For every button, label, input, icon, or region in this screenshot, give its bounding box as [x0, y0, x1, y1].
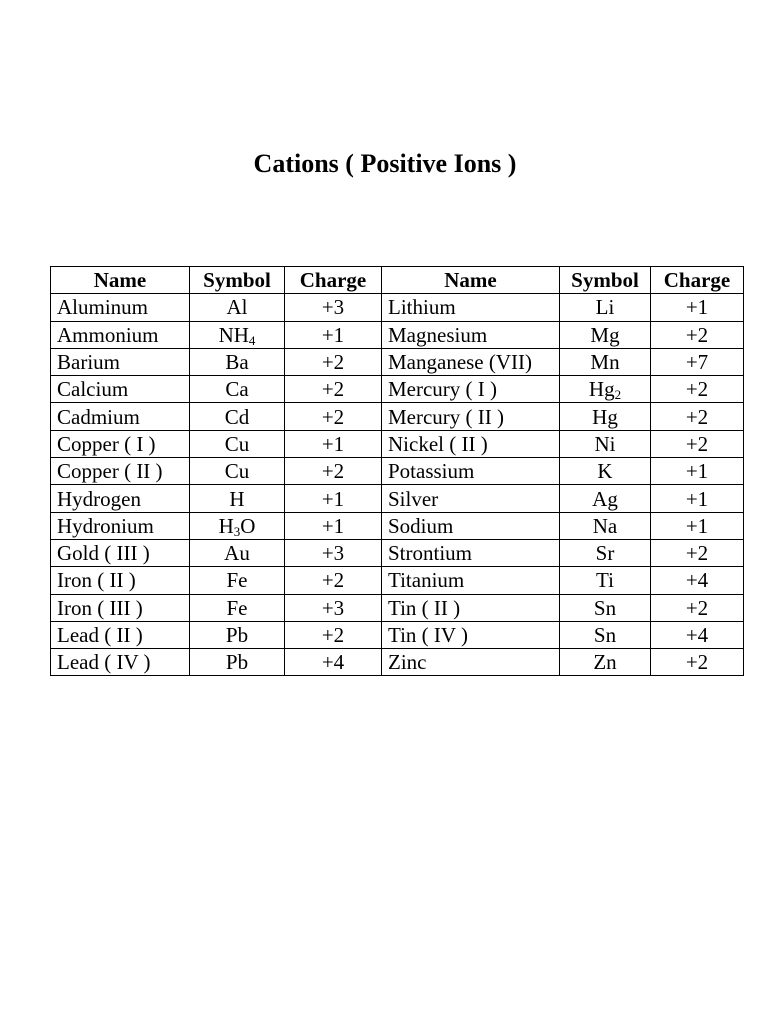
ion-symbol-cell: [560, 430, 651, 457]
ion-name-cell: Silver: [382, 485, 560, 512]
ion-symbol: NH: [218, 322, 249, 347]
ion-name-cell: Strontium: [382, 539, 560, 566]
ion-symbol-cell: [560, 512, 651, 539]
table-row: [51, 594, 744, 621]
ion-symbol: Zn: [593, 650, 617, 675]
ion-symbol-cell: [560, 376, 651, 403]
ion-symbol: Ca: [225, 377, 249, 402]
ion-name-cell: Tin ( IV ): [382, 621, 560, 648]
ion-name-cell: Barium: [51, 348, 190, 375]
ion-symbol: Sr: [595, 541, 615, 566]
header-charge-left: Charge: [285, 267, 382, 294]
ion-symbol-cell: [560, 567, 651, 594]
ion-symbol-cell: [190, 321, 285, 348]
ion-charge-cell: +2: [285, 348, 382, 375]
table-row: [51, 430, 744, 457]
table-row: [51, 512, 744, 539]
ion-name-cell: Mercury ( II ): [382, 403, 560, 430]
ion-charge-cell: +2: [285, 376, 382, 403]
table-row: [51, 294, 744, 321]
table-row: [51, 348, 744, 375]
ion-symbol: Fe: [226, 568, 248, 593]
ion-charge-cell: +2: [651, 649, 744, 676]
ion-symbol-cell: [560, 594, 651, 621]
ion-charge-cell: +3: [285, 539, 382, 566]
ion-name-cell: Mercury ( I ): [382, 376, 560, 403]
ion-symbol: Ag: [592, 486, 618, 511]
ion-symbol: Ni: [594, 431, 616, 456]
ion-charge-cell: +2: [285, 458, 382, 485]
ion-charge-cell: +2: [285, 403, 382, 430]
ion-symbol-cell: [190, 567, 285, 594]
ion-name-cell: Hydronium: [51, 512, 190, 539]
ion-charge-cell: +2: [285, 621, 382, 648]
ion-symbol: H: [229, 486, 245, 511]
ion-charge-cell: +1: [285, 321, 382, 348]
ion-symbol: Li: [595, 295, 615, 320]
ion-charge-cell: +1: [651, 458, 744, 485]
ion-symbol: Ba: [225, 350, 249, 375]
ion-name-cell: Copper ( II ): [51, 458, 190, 485]
ion-name-cell: Lithium: [382, 294, 560, 321]
ion-charge-cell: +1: [651, 294, 744, 321]
ion-symbol: Pb: [225, 623, 249, 647]
ion-symbol-cell: [190, 594, 285, 621]
ion-symbol: Pb: [225, 650, 249, 675]
ion-symbol: Cu: [224, 431, 250, 456]
ion-charge-cell: +3: [285, 294, 382, 321]
table-row: [51, 458, 744, 485]
ion-symbol-cell: [190, 512, 285, 539]
ion-symbol-cell: [560, 621, 651, 648]
table-row: [51, 485, 744, 512]
ion-symbol-cell: [560, 539, 651, 566]
ion-symbol-subscript: 3: [233, 523, 241, 539]
ion-symbol: Cd: [224, 404, 250, 429]
ion-symbol: Hg: [592, 404, 618, 429]
ion-charge-cell: +2: [651, 321, 744, 348]
ion-charge-cell: +1: [285, 430, 382, 457]
header-name-right: Name: [382, 267, 560, 294]
ion-symbol: Na: [592, 513, 618, 538]
ion-symbol-cell: [190, 485, 285, 512]
ion-name-cell: Lead ( IV ): [51, 649, 190, 676]
table-row: [51, 403, 744, 430]
ion-symbol-cell: [560, 485, 651, 512]
ion-name-cell: Cadmium: [51, 403, 190, 430]
table-header-row: [51, 267, 744, 294]
ion-charge-cell: +1: [285, 512, 382, 539]
ion-name-cell: Magnesium: [382, 321, 560, 348]
ion-name-cell: Zinc: [382, 649, 560, 676]
header-charge-right: Charge: [651, 267, 744, 294]
ion-symbol-cell: [190, 649, 285, 676]
ion-name-cell: Copper ( I ): [51, 430, 190, 457]
ion-charge-cell: +1: [651, 512, 744, 539]
table-body: [51, 294, 744, 676]
ion-symbol-cell: [190, 294, 285, 321]
ion-symbol-cell: [560, 294, 651, 321]
ion-symbol: K: [597, 459, 613, 484]
table-row: [51, 539, 744, 566]
ion-symbol-cell: [190, 348, 285, 375]
ion-symbol-cell: [560, 321, 651, 348]
table-row: [51, 649, 744, 676]
ion-name-cell: Iron ( III ): [51, 594, 190, 621]
header-symbol-right: Symbol: [560, 267, 651, 294]
ion-symbol: H: [218, 513, 234, 538]
ion-symbol-cell: [560, 403, 651, 430]
table-row: [51, 321, 744, 348]
ion-charge-cell: +2: [651, 594, 744, 621]
ion-symbol: Hg: [588, 377, 615, 402]
ion-charge-cell: +2: [651, 403, 744, 430]
header-name-left: Name: [51, 267, 190, 294]
ion-name-cell: Calcium: [51, 376, 190, 403]
ion-symbol-cell: [190, 539, 285, 566]
ion-symbol-subscript: 2: [614, 387, 622, 403]
ion-name-cell: Manganese (VII): [382, 348, 560, 375]
ion-symbol-cell: [560, 649, 651, 676]
ion-symbol: Al: [226, 295, 248, 320]
ion-symbol: Ti: [596, 568, 614, 593]
ion-name-cell: Ammonium: [51, 321, 190, 348]
page-title: Cations ( Positive Ions ): [253, 149, 517, 178]
ion-name-cell: Titanium: [382, 567, 560, 594]
ion-charge-cell: +2: [651, 376, 744, 403]
ion-charge-cell: +2: [651, 430, 744, 457]
ion-symbol: Cu: [224, 459, 250, 484]
ion-name-cell: Nickel ( II ): [382, 430, 560, 457]
ion-symbol-cell: [560, 458, 651, 485]
ion-symbol-cell: [190, 458, 285, 485]
ion-symbol-cell: [190, 376, 285, 403]
ion-charge-cell: +2: [285, 567, 382, 594]
ion-name-cell: Aluminum: [51, 294, 190, 321]
ion-symbol: Au: [224, 541, 250, 566]
ion-charge-cell: +2: [651, 539, 744, 566]
ion-symbol-cell: [190, 430, 285, 457]
header-symbol-left: Symbol: [190, 267, 285, 294]
ion-charge-cell: +3: [285, 594, 382, 621]
table-row: [51, 567, 744, 594]
ion-name-cell: Gold ( III ): [51, 539, 190, 566]
ion-symbol: Sn: [593, 623, 617, 647]
ion-name-cell: Potassium: [382, 458, 560, 485]
ion-charge-cell: +4: [651, 621, 744, 648]
ion-symbol: Fe: [226, 595, 248, 620]
ion-name-cell: Lead ( II ): [51, 621, 190, 648]
ion-name-cell: Sodium: [382, 512, 560, 539]
ion-symbol: Sn: [593, 595, 617, 620]
ion-symbol-cell: [190, 403, 285, 430]
table-row: [51, 621, 744, 648]
ion-symbol: Mg: [590, 322, 620, 347]
ion-symbol-tail: O: [240, 513, 256, 538]
ion-charge-cell: +4: [651, 567, 744, 594]
ion-charge-cell: +1: [651, 485, 744, 512]
ion-name-cell: Tin ( II ): [382, 594, 560, 621]
ion-symbol: Mn: [590, 350, 620, 375]
ion-name-cell: Iron ( II ): [51, 567, 190, 594]
table-row: [51, 376, 744, 403]
cations-table: [50, 266, 744, 676]
ion-charge-cell: +7: [651, 348, 744, 375]
ion-symbol-cell: [560, 348, 651, 375]
ion-symbol-cell: [190, 621, 285, 648]
ion-name-cell: Hydrogen: [51, 485, 190, 512]
ion-charge-cell: +1: [285, 485, 382, 512]
ion-symbol-subscript: 4: [248, 332, 256, 348]
ion-charge-cell: +4: [285, 649, 382, 676]
